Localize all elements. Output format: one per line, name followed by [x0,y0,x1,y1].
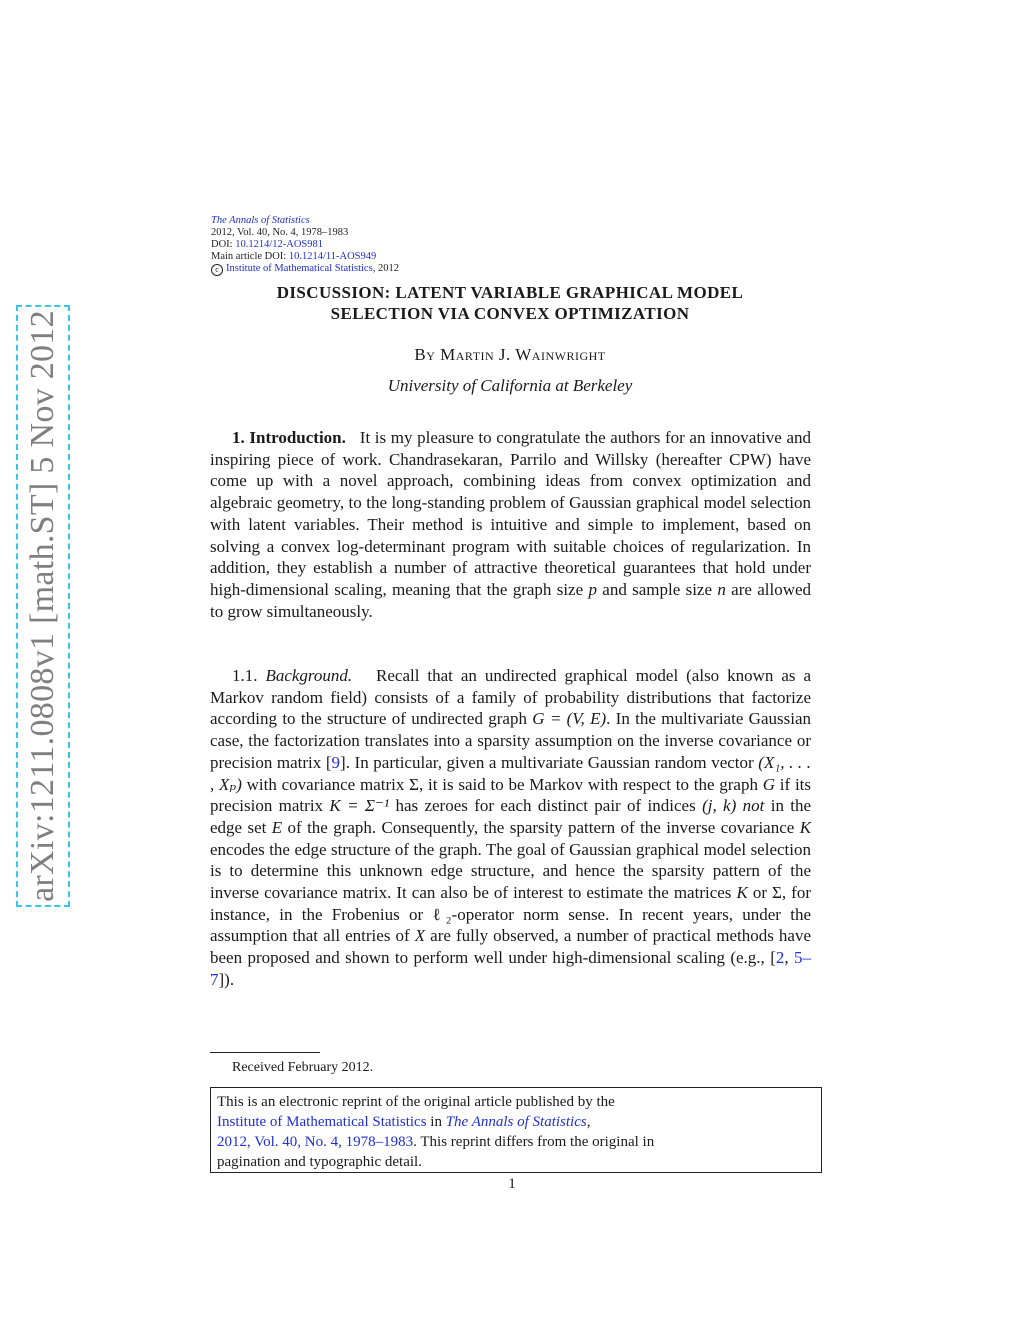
reprint-volume-link[interactable]: 2012, Vol. 40, No. 4, 1978–1983 [217,1134,414,1150]
reprint-comma: , [586,1114,591,1130]
main-doi-label: Main article DOI: [211,251,287,262]
var-K: K [799,817,812,837]
publisher-link[interactable]: Institute of Mathematical Statistics [217,1114,427,1130]
precision-matrix: K = Σ⁻¹ [329,796,390,816]
page-number: 1 [508,1176,516,1192]
bg-text-12: ]). [218,969,235,989]
title-line-1: DISCUSSION: LATENT VARIABLE GRAPHICAL MODEL [276,283,744,302]
intro-text: It is my pleasure to congratulate the authors for an innovative and inspiring piece of work. Chandrasekaran, Parrilo and Willsky (hereafter CPW) have come up with a novel approach, combining ideas from convex optimization and algebraic geometry, to the long-standing problem of Gaussian graphical model selection with latent variables. Their method is intuitive and simple to implement, based on solving a convex log-determinant program with suitable choices of regularization. In addition, they establish a number of attractive theoretical guarantees that hold under high-dimensional scaling, meaning that the graph size [210,428,812,599]
var-K-2: K [736,883,748,903]
var-E: E [271,817,283,837]
reprint-line-4: pagination and typographic detail. [217,1154,422,1170]
citation-5-7[interactable]: 5–7 [210,948,811,989]
bg-text-8: of the graph. Consequently, the sparsity pattern of the inverse covariance [287,817,795,837]
copyright-icon: c [211,264,223,276]
bg-text-2: . In the multivariate Gaussian case, the factorization translates into a sparsity assumption on the inverse covariance or precision matrix [ [210,709,812,772]
doi-label: DOI: [211,239,233,250]
citation-separator: , [784,948,794,968]
bg-text-5: if its precision matrix [210,774,812,816]
paper-title [210,282,810,324]
bg-text-9: encodes the edge structure of the graph. The goal of Gaussian graphical model selection is to determine this unknown edge structure, and hence the sparsity pattern of the inverse covariance matrix. It can also be of interest to estimate the matrices [210,839,811,903]
intro-text-mid: and sample size [602,579,713,599]
var-G: G [762,774,776,794]
bg-text-10: or Σ, for instance, in the Frobenius or ℓ₂-operator norm sense. In recent years, under the assumption that all entries of [210,883,812,946]
affiliation: University of California at Berkeley [387,376,633,395]
reprint-in: in [430,1114,442,1130]
var-X: X [414,926,426,946]
citation-2[interactable]: 2 [775,948,785,968]
arxiv-stamp[interactable] [16,305,70,907]
subsection-heading: Background. [265,666,353,685]
reprint-notice-box [210,1087,822,1173]
footnote-rule [210,1052,320,1053]
background-paragraph [210,665,811,991]
journal-link[interactable]: The Annals of Statistics [211,215,310,226]
section-heading: 1. Introduction. [232,428,346,447]
author: By Martin J. Wainwright [414,345,606,364]
graph-definition: G = (V, E) [532,709,607,729]
subsection-number: 1.1. [232,666,258,685]
reprint-rest: . This reprint differs from the original in [413,1134,655,1150]
var-p: p [588,579,597,599]
index-pair: (j, k) [702,796,737,816]
arxiv-identifier: arXiv:1211.0808v1 [math.ST] 5 Nov 2012 [24,310,61,902]
reprint-journal-link[interactable]: The Annals of Statistics [445,1114,587,1130]
bg-text-11: are fully observed, a number of practical methods have been proposed and shown to perform well under high-dimensional scaling (e.g., [ [210,926,811,968]
bg-text-6: has zeroes for each distinct pair of indices [395,796,696,816]
title-line-2: SELECTION VIA CONVEX OPTIMIZATION [330,304,690,323]
copyright-year: , 2012 [372,263,399,274]
citation-9[interactable]: 9 [331,752,341,772]
doi-link[interactable]: 10.1214/12-AOS981 [235,239,324,250]
reprint-line-1: This is an electronic reprint of the original article published by the [217,1094,615,1110]
journal-metadata [211,215,399,276]
intro-text-end: are allowed to grow simultaneously. [210,579,812,621]
var-n: n [717,579,726,599]
bg-text-1: Recall that an undirected graphical model (also known as a Markov random field) consists of a family of probability distributions that factorize according to the structure of undirected graph [210,666,812,729]
copyright-holder-link[interactable]: Institute of Mathematical Statistics [226,263,373,274]
volume-line: 2012, Vol. 40, No. 4, 1978–1983 [211,227,349,238]
bg-text-4: with covariance matrix Σ, it is said to be Markov with respect to the graph [246,774,758,794]
received-date: Received February 2012. [232,1060,374,1075]
random-vector: (X₁, . . . , Xₚ) [210,752,811,794]
main-doi-link[interactable]: 10.1214/11-AOS949 [288,251,377,262]
introduction-paragraph [210,427,811,622]
bg-text-7: in the edge set [210,796,812,837]
not-emphasis: not [742,796,765,816]
bg-text-3: ]. In particular, given a multivariate Gaussian random vector [340,752,754,772]
